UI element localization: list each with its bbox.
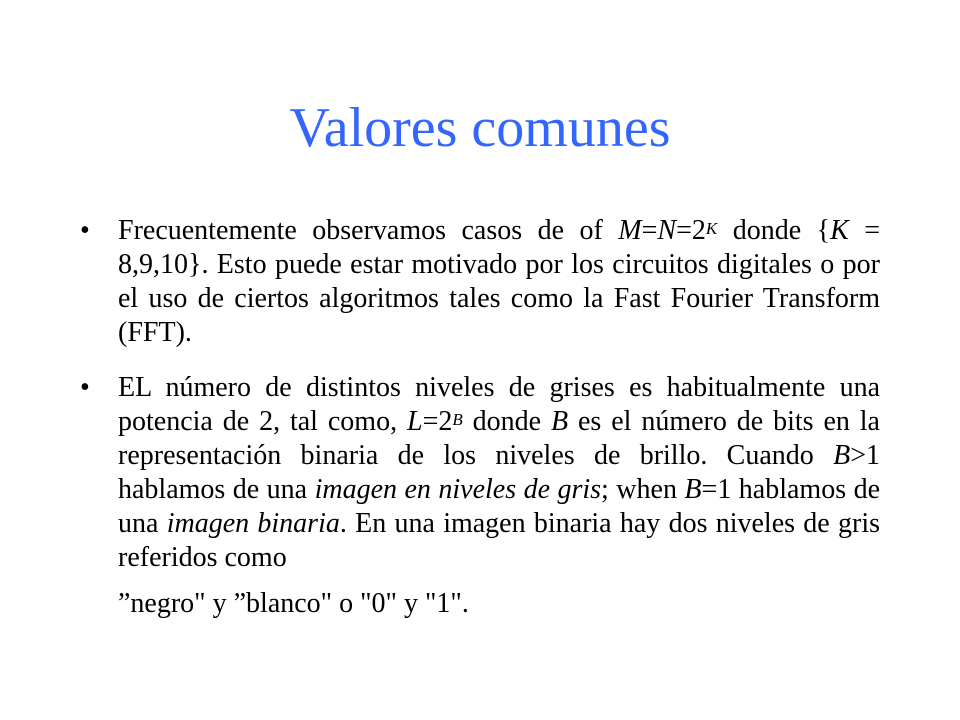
text-segment: B — [550, 406, 569, 437]
bullet-icon: • — [80, 215, 90, 246]
text-segment: >1 hablamos de una — [118, 440, 880, 505]
text-segment: imagen en niveles de gris — [314, 474, 602, 505]
text-segment: donde { — [717, 215, 831, 246]
text-segment: N — [657, 215, 677, 246]
bullet-item-1 — [80, 214, 880, 350]
text-segment: L — [406, 406, 423, 437]
slide-title: Valores comunes — [289, 97, 671, 159]
text-segment: K — [830, 215, 849, 246]
text-segment: B — [452, 410, 463, 429]
text-segment: . En una imagen binaria hay dos niveles de gris referidos como — [118, 508, 880, 573]
text-segment: =2 — [422, 406, 453, 437]
text-segment: =1 hablamos de una — [118, 474, 880, 539]
text-segment: es el número de bits en la representación binaria de los niveles de brillo. Cuando — [118, 406, 880, 471]
bullet-icon: • — [80, 372, 90, 403]
text-segment: K — [705, 219, 718, 238]
text-segment: donde — [462, 406, 551, 437]
bullet-text — [118, 371, 880, 621]
text-segment: ”negro" y ”blanco" o "0" y "1". — [118, 588, 469, 619]
bullet-item-2 — [80, 371, 880, 621]
text-segment: =2 — [676, 215, 706, 246]
text-segment: B — [684, 474, 702, 505]
text-segment: B — [833, 440, 851, 471]
text-segment: Frecuentemente observamos casos de of — [118, 215, 619, 246]
text-segment: EL número de distintos niveles de grises es habitualmente una potencia de 2, tal como, — [118, 372, 880, 437]
text-segment: = — [641, 215, 658, 246]
text-segment: imagen binaria — [166, 508, 340, 539]
text-segment: M — [618, 215, 642, 246]
text-segment: ; when — [601, 474, 685, 505]
text-segment: = 8,9,10}. Esto puede estar motivado por los circuitos digitales o por el uso de ciertos algoritmos tales como la Fast Fourier Transform (FFT). — [118, 215, 881, 348]
bullet-text — [118, 214, 880, 350]
bullet-list — [80, 214, 880, 621]
